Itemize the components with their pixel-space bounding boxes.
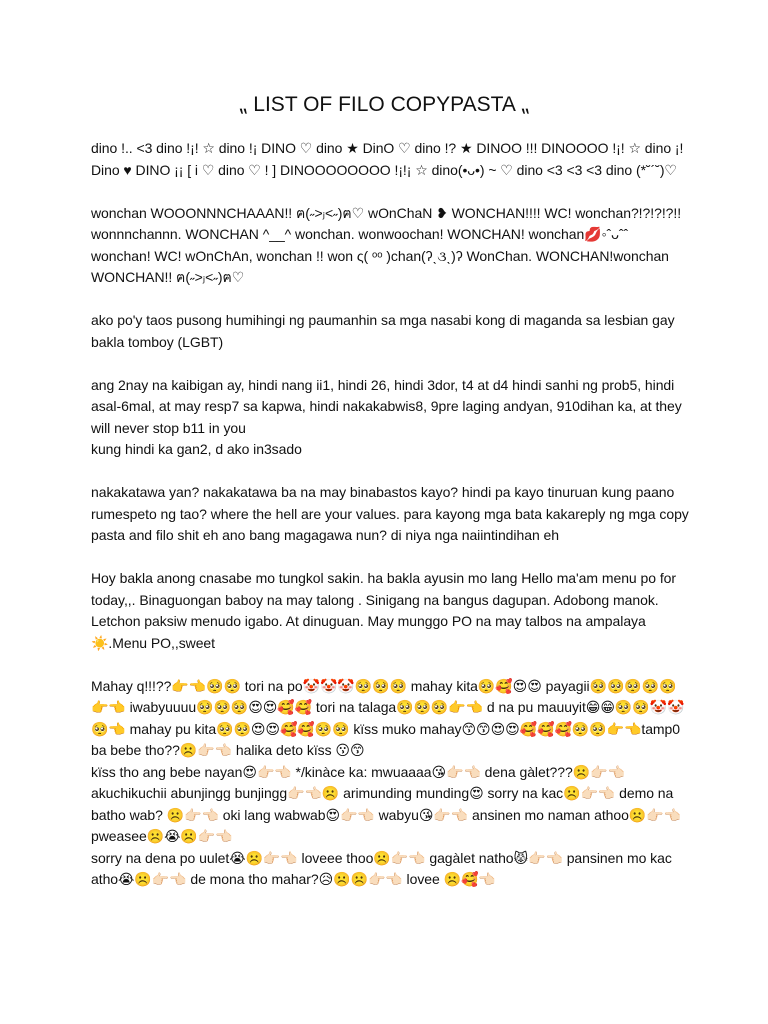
paragraph-dino: dino !.. <3 dino !¡! ☆ dino !¡ DINO ♡ dino ★ DinO ♡ dino !? ★ DINOO !!! DINOOOO !¡! ☆ dino ¡! Dino ♥ DINO ¡¡ [ i ♡ dino ♡ ! ] DINOOOOOOOO !¡!¡ ☆ dino(•ᴗ•) ~ ♡ dino <3 <3 <3 dino (*˘´˘)♡ — [91, 140, 688, 178]
document-title: ⹂ LIST OF FILO COPYPASTA ⹂ — [238, 93, 530, 116]
paragraph-kaibigan: ang 2nay na kaibigan ay, hindi nang ii1, hindi 26, hindi 3dor, t4 at d4 hindi sanhi ng prob5, hindi asal-6mal, at may resp7 sa kapwa, hindi nakakabwis8, 9pre laging andyan, 910dihan ka, at they will never stop b11 in you kung hindi ka gan2, d ako in3sado — [91, 376, 682, 457]
paragraph-wonchan: wonchan WOOONNNCHAAAN!! ฅ(˶>ⱼ<˶)ฅ♡ wOnChaN ❥ WONCHAN!!!! WC! wonchan?!?!?!?!! wonnnchannn. WONCHAN ^__^ wonchan. wonwoochan! WONCHAN! wonchan💋◦ˆᴗˆˆ wonchan! WC! wOnChAn, wonchan !! won ς( ᵒᵒ )chan(ʔˎ૩ˎ)ʔ WonChan. WONCHAN!wonchan WONCHAN!! ฅ(˶>ⱼ<˶)ฅ♡ — [91, 204, 685, 285]
paragraph-menu: Hoy bakla anong cnasabe mo tungkol sakin. ha bakla ayusin mo lang Hello ma'am menu po for today,,. Binaguongan baboy na may talong . Sinigang na bangus dagupan. Adobong manok. Letchon paksiw menudo igabo. At dinuguan. May munggo PO na may talbos na ampalaya☀️.Menu PO,,sweet — [91, 570, 680, 651]
paragraph-mahay: Mahay q!!!??👉👈🥺🥺 tori na po🤡🤡🤡🥺🥺🥺 mahay kita🥺🥰😍😍 payagii🥺🥺🥺🥺🥺👉👈 iwabyuuuu🥺🥺🥺😍😍🥰🥰 tori na talaga🥺🥺🥺👉👈 d na pu mauuyit😁😁🥺🥺🤡🤡🥺👈 mahay pu kita🥺🥺😍😍🥰🥰🥺🥺 kïss muko mahay😙😙😍😍🥰🥰🥰🥺🥺👉👈tamp0 ba bebe tho??☹️👉🏻👈🏻 halika deto kïss 😗😙 kïss tho ang bebe nayan😍👉🏻👈🏻 */kinàce ka: mwuaaaa😘👉🏻👈🏻 dena gàlet???☹️👉🏻👈🏻akuchikuchii abunjingg bunjingg👉🏻👈🏻☹️ arimunding munding😍 sorry na kac☹️👉🏻👈🏻 demo na batho wab? ☹️👉🏻👈🏻 oki lang wabwab😍👉🏻👈🏻 wabyu😘👉🏻👈🏻 ansinen mo naman athoo☹️👉🏻👈🏻 pweasee☹️😭☹️👉🏻👈🏻 sorry na dena po uulet😭☹️👉🏻👈🏻 loveee thoo☹️👉🏻👈🏻 gagàlet natho😾👉🏻👈🏻 pansinen mo kac atho😭☹️👉🏻👈🏻 de mona tho mahar?😥☹️☹️👉🏻👈🏻 lovee ☹️🥰👈🏻 — [91, 677, 685, 887]
paragraph-apology: ako po'y taos pusong humihingi ng paumanhin sa mga nasabi kong di maganda sa lesbian gay bakla tomboy (LGBT) — [91, 312, 679, 350]
document-body — [91, 138, 691, 891]
paragraph-nakakatawa: nakakatawa yan? nakakatawa ba na may binabastos kayo? hindi pa kayo tinuruan kung paano rumespeto ng tao? where the hell are your values. para kayong mga bata kakareply ng mga copy pasta and filo shit eh ano bang magagawa nun? di niya nga naiintindihan eh — [91, 484, 693, 543]
